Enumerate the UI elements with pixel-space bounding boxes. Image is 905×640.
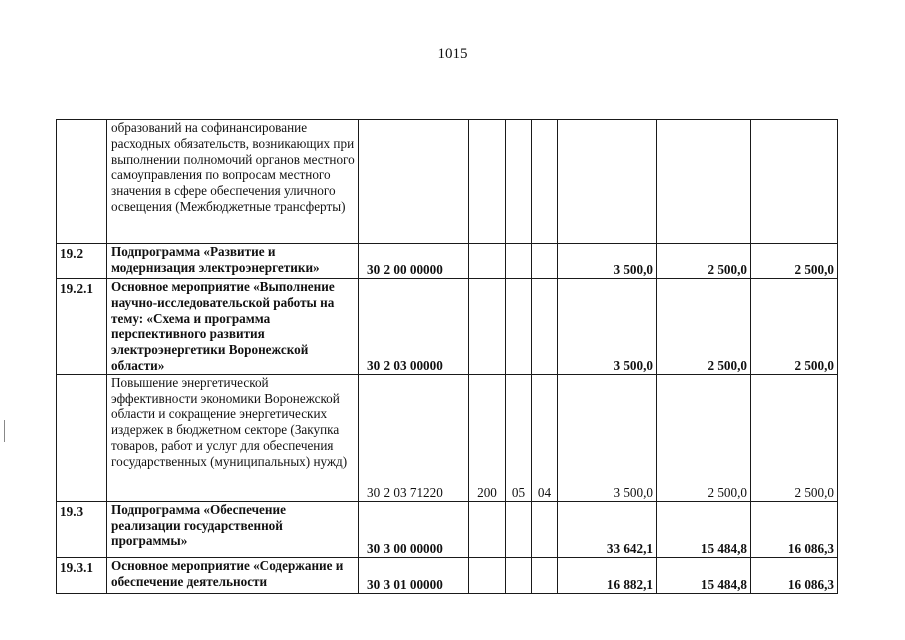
row-number: [57, 374, 107, 501]
row-y2021: 2 500,0: [751, 279, 838, 375]
row-y2021: 16 086,3: [751, 501, 838, 557]
row-vr: [532, 557, 558, 593]
table-row: [57, 501, 838, 557]
row-pr: [506, 279, 532, 375]
table-row: [57, 244, 838, 279]
row-code: 30 3 00 00000: [359, 501, 469, 557]
row-number: 19.2: [57, 244, 107, 279]
row-y2020: 2 500,0: [657, 279, 751, 375]
row-name: Основное мероприятие «Содержание и обеспечение деятельности: [107, 557, 359, 593]
row-pr: 05: [506, 374, 532, 501]
row-y2020: [657, 120, 751, 244]
scan-margin-mark: [4, 420, 5, 442]
row-rz: [469, 279, 506, 375]
row-y2020: 15 484,8: [657, 557, 751, 593]
table-row: [57, 374, 838, 501]
row-pr: [506, 244, 532, 279]
row-number: [57, 120, 107, 244]
row-vr: [532, 279, 558, 375]
row-rz: [469, 120, 506, 244]
row-y2019: 33 642,1: [558, 501, 657, 557]
page-number: 1015: [437, 46, 468, 62]
table-row: [57, 120, 838, 244]
row-name: Подпрограмма «Обеспечение реализации государственной программы»: [107, 501, 359, 557]
row-rz: [469, 557, 506, 593]
row-code: 30 2 03 71220: [359, 374, 469, 501]
row-y2019: 3 500,0: [558, 374, 657, 501]
row-number: 19.3.1: [57, 557, 107, 593]
row-y2019: 3 500,0: [558, 279, 657, 375]
row-pr: [506, 120, 532, 244]
row-rz: [469, 244, 506, 279]
row-code: 30 2 00 00000: [359, 244, 469, 279]
row-rz: [469, 501, 506, 557]
row-vr: [532, 501, 558, 557]
row-name: Основное мероприятие «Выполнение научно-исследовательской работы на тему: «Схема и программа перспективного развития электроэнергетики Воронежской области»: [107, 279, 359, 375]
row-name: Подпрограмма «Развитие и модернизация электроэнергетики»: [107, 244, 359, 279]
row-y2021: 2 500,0: [751, 244, 838, 279]
table-row: [57, 279, 838, 375]
row-name: Повышение энергетической эффективности экономики Воронежской области и сокращение энергетических издержек в бюджетном секторе (Закупка товаров, работ и услуг для обеспечения государственных (муниципальных) нужд): [107, 374, 359, 501]
table-row: [57, 557, 838, 593]
row-vr: 04: [532, 374, 558, 501]
row-code: [359, 120, 469, 244]
row-y2020: 2 500,0: [657, 374, 751, 501]
row-y2021: [751, 120, 838, 244]
row-y2021: 16 086,3: [751, 557, 838, 593]
row-rz: 200: [469, 374, 506, 501]
row-y2020: 15 484,8: [657, 501, 751, 557]
row-name: образований на софинансирование расходных обязательств, возникающих при выполнении полномочий органов местного самоуправления по вопросам местного значения в сфере обеспечения уличного освещения (Межбюджетные трансферты): [107, 120, 359, 244]
row-y2019: [558, 120, 657, 244]
row-vr: [532, 120, 558, 244]
budget-table: [56, 119, 838, 594]
row-y2019: 16 882,1: [558, 557, 657, 593]
row-y2020: 2 500,0: [657, 244, 751, 279]
row-number: 19.2.1: [57, 279, 107, 375]
row-pr: [506, 557, 532, 593]
row-code: 30 2 03 00000: [359, 279, 469, 375]
row-y2021: 2 500,0: [751, 374, 838, 501]
row-code: 30 3 01 00000: [359, 557, 469, 593]
row-number: 19.3: [57, 501, 107, 557]
row-vr: [532, 244, 558, 279]
row-y2019: 3 500,0: [558, 244, 657, 279]
row-pr: [506, 501, 532, 557]
